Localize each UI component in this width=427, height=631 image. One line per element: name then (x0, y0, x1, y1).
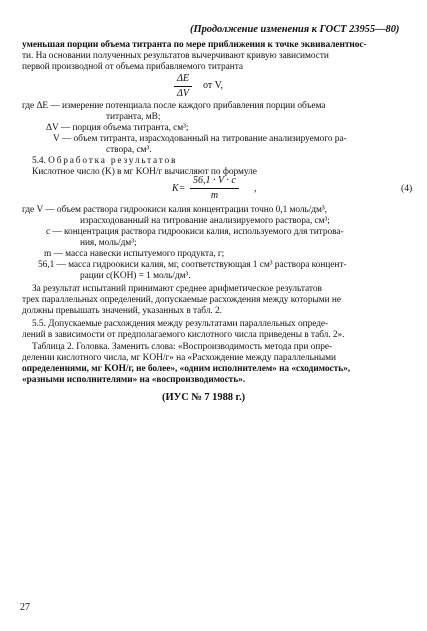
formula1-denominator: ΔV (177, 88, 189, 99)
page-number: 27 (20, 602, 30, 613)
formula1-numerator: ΔE (174, 73, 192, 87)
paragraph3-line-1: 5.5. Допускаемые расхождения между результатами параллельных опреде- (32, 319, 329, 329)
acid-number-formula (190, 175, 239, 202)
paragraph1-line-3: первой производной от объема прибавляемого титранта (22, 62, 243, 72)
where2-line-7: рации c(KOH) = 1 моль/дм³. (80, 271, 191, 281)
where2-line-6: 56,1 — масса гидроокиси калия, мг, соответствующая 1 см³ раствора концент- (38, 260, 347, 270)
where2-line-3: c — концентрация раствора гидроокиси калия, используемого для титрова- (46, 227, 344, 237)
section-5-4-number: 5.4. (32, 156, 46, 166)
derivative-formula (174, 73, 192, 100)
paragraph4-line-1: Таблица 2. Головка. Заменить слова: «Воспроизводимость метода при опре- (32, 342, 333, 352)
where2-line-4: ния, моль/дм³; (80, 238, 137, 248)
paragraph4-line-3: определениями, мг KOH/г, не более», «одним исполнителем» на «сходимость», (22, 364, 351, 374)
section-5-4-intro: Кислотное число (K) в мг KOH/г вычисляют по формуле (32, 167, 257, 177)
source-reference: (ИУС № 7 1988 г.) (162, 392, 246, 403)
paragraph2-line-2: трех параллельных определений, допускаемые расхождения между которыми не (22, 295, 341, 305)
paragraph4-line-4: «разными исполнителями» на «воспроизводимость». (22, 375, 246, 385)
where1-line-4: V — объем титранта, израсходованный на титрование анализируемого ра- (53, 134, 347, 144)
where1-line-5: створа, см³. (106, 145, 152, 155)
where1-line-2: титранта, мВ; (106, 112, 161, 122)
formula2-denominator: m (210, 190, 219, 201)
formula1-suffix: от V, (203, 80, 223, 91)
formula2-lhs: K= (172, 183, 186, 194)
paragraph1-line-2: ти. На основании полученных результатов вычерчивают кривую зависимости (22, 51, 329, 61)
where2-line-1: где V — объем раствора гидроокиси калия концентрации точно 0,1 моль/дм³, (22, 205, 327, 215)
equation-number: (4) (401, 183, 413, 194)
where1-line-1: где ΔE — измерение потенциала после каждого прибавления порции объема (22, 101, 326, 111)
formula2-numerator: 56,1 · V · c (190, 175, 239, 189)
where1-line-3: ΔV — порция объема титранта, см³; (46, 123, 189, 133)
formula2-trail: , (254, 183, 257, 194)
continuation-header: (Продолжение изменения к ГОСТ 23955—80) (190, 24, 400, 35)
where2-line-2: израсходованный на титрование анализируемого раствора, см³; (80, 216, 330, 226)
paragraph4-line-2: делении кислотного числа, мг KOH/г» на «Расхождение между параллельными (22, 353, 336, 363)
paragraph2-line-1: За результат испытаний принимают среднее арифметическое результатов (32, 284, 322, 294)
where2-line-5: m — масса навески испытуемого продукта, г; (44, 249, 225, 259)
section-5-4-heading (32, 156, 177, 167)
paragraph1-line-1: уменьшая порции объема титранта по мере приближения к точке эквивалентнос- (22, 40, 367, 50)
section-5-4-title: Обработка результатов (48, 156, 178, 166)
paragraph3-line-2: лений в зависимости от предполагаемого кислотного числа приведены в табл. 2». (22, 330, 345, 340)
paragraph2-line-3: должны превышать значений, указанных в табл. 2. (22, 306, 222, 316)
